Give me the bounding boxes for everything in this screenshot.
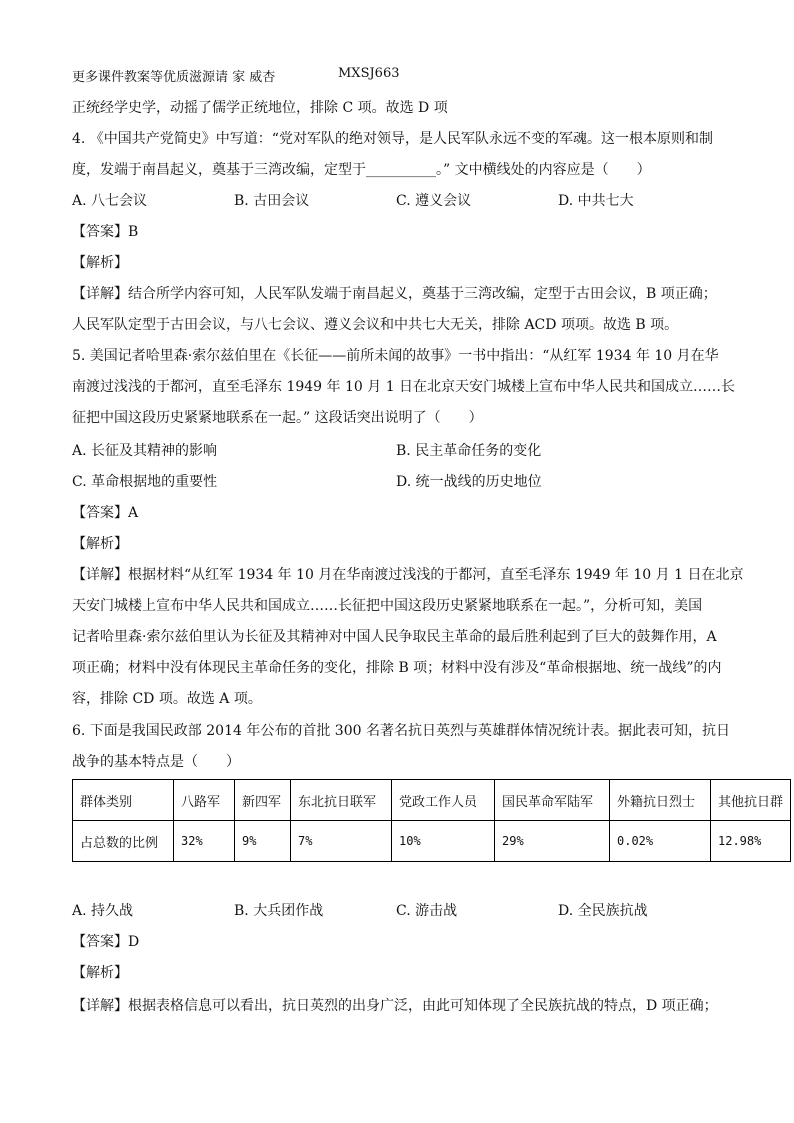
table-cell: 占总数的比例 <box>73 821 174 862</box>
q6-detail-line-1: 【详解】根据表格信息可以看出，抗日英烈的出身广泛，由此可知体现了全民族抗战的特点，D 项正确； <box>72 998 718 1014</box>
q6-option-d: D. 全民族抗战 <box>558 903 648 919</box>
previous-answer-tail: 正统经学史学，动摇了儒学正统地位，排除 C 项。故选 D 项 <box>72 100 448 116</box>
q6-answer: 【答案】D <box>72 934 140 950</box>
q5-option-c: C. 革命根据地的重要性 <box>72 474 218 490</box>
statistics-table <box>72 779 791 862</box>
q4-answer: 【答案】B <box>72 224 139 240</box>
table-cell: 32% <box>174 821 235 862</box>
header-note: 更多课件教案等优质滋源请 家 威杏 <box>72 70 276 85</box>
table-cell: 12.98% <box>711 821 791 862</box>
q5-analysis-label: 【解析】 <box>72 536 128 552</box>
q4-detail-line-1: 【详解】结合所学内容可知，人民军队发端于南昌起义，奠基于三湾改编，定型于古田会议，B 项正确； <box>72 286 717 302</box>
q6-stem-line-2: 战争的基本特点是（ ） <box>72 754 240 770</box>
q5-option-b: B. 民主革命任务的变化 <box>396 443 542 459</box>
q5-stem-line-1: 5. 美国记者哈里森·索尔兹伯里在《长征——前所未闻的故事》一书中指出：“从红军 1934 年 10 月在华 <box>72 348 719 364</box>
q4-option-d: D. 中共七大 <box>558 193 634 209</box>
q5-detail-line-1: 【详解】根据材料“从红军 1934 年 10 月在华南渡过浅浅的于都河，直至毛泽东 1949 年 10 月 1 日在北京 <box>72 567 744 583</box>
table-header-cell: 群体类别 <box>73 780 174 821</box>
q5-answer: 【答案】A <box>72 505 139 521</box>
table-cell: 0.02% <box>610 821 711 862</box>
table-header-cell: 新四军 <box>235 780 291 821</box>
q5-detail-line-4: 项正确；材料中没有体现民主革命任务的变化，排除 B 项；材料中没有涉及“革命根据地、统一战线”的内 <box>72 660 722 676</box>
table-header-cell: 八路军 <box>174 780 235 821</box>
table-row <box>73 821 791 862</box>
header-code: MXSJ663 <box>338 66 400 81</box>
q6-stem-line-1: 6. 下面是我国民政部 2014 年公布的首批 300 名著名抗日英烈与英雄群体情况统计表。据此表可知，抗日 <box>72 723 730 739</box>
q6-option-a: A. 持久战 <box>72 903 134 919</box>
table-header-cell: 东北抗日联军 <box>291 780 392 821</box>
q5-option-d: D. 统一战线的历史地位 <box>396 474 542 490</box>
table-header-cell: 党政工作人员 <box>392 780 495 821</box>
q4-stem-line-1: 4. 《中国共产党简史》中写道：“党对军队的绝对领导，是人民军队永远不变的军魂。这一根本原则和制 <box>72 131 713 147</box>
q5-detail-line-2: 天安门城楼上宣布中华人民共和国成立……长征把中国这段历史紧紧地联系在一起。”，分析可知，美国 <box>72 598 703 614</box>
q4-analysis-label: 【解析】 <box>72 255 128 271</box>
table-header-cell: 其他抗日群 <box>711 780 791 821</box>
q4-option-a: A. 八七会议 <box>72 193 148 209</box>
q5-stem-line-3: 征把中国这段历史紧紧地联系在一起。” 这段话突出说明了（ ） <box>72 410 483 426</box>
q6-analysis-label: 【解析】 <box>72 965 128 981</box>
q5-option-a: A. 长征及其精神的影响 <box>72 443 218 459</box>
q4-option-c: C. 遵义会议 <box>396 193 472 209</box>
q4-option-b: B. 古田会议 <box>234 193 310 209</box>
q5-detail-line-5: 容，排除 CD 项。故选 A 项。 <box>72 691 262 707</box>
q5-stem-line-2: 南渡过浅浅的于都河，直至毛泽东 1949 年 10 月 1 日在北京天安门城楼上宣布中华人民共和国成立……长 <box>72 379 736 395</box>
table-header-cell: 外籍抗日烈士 <box>610 780 711 821</box>
table-cell: 7% <box>291 821 392 862</box>
q6-option-b: B. 大兵团作战 <box>234 903 324 919</box>
table-header-cell: 国民革命军陆军 <box>495 780 610 821</box>
q6-option-c: C. 游击战 <box>396 903 458 919</box>
table-cell: 9% <box>235 821 291 862</box>
q4-stem-line-2: 度，发端于南昌起义，奠基于三湾改编，定型于__________。” 文中横线处的内容应是（ ） <box>72 162 651 178</box>
table-header-row <box>73 780 791 821</box>
table-cell: 10% <box>392 821 495 862</box>
table-cell: 29% <box>495 821 610 862</box>
q5-detail-line-3: 记者哈里森·索尔兹伯里认为长征及其精神对中国人民争取民主革命的最后胜利起到了巨大的鼓舞作用，A <box>72 629 717 645</box>
q4-detail-line-2: 人民军队定型于古田会议，与八七会议、遵义会议和中共七大无关，排除 ACD 项项。故选 B 项。 <box>72 317 679 333</box>
